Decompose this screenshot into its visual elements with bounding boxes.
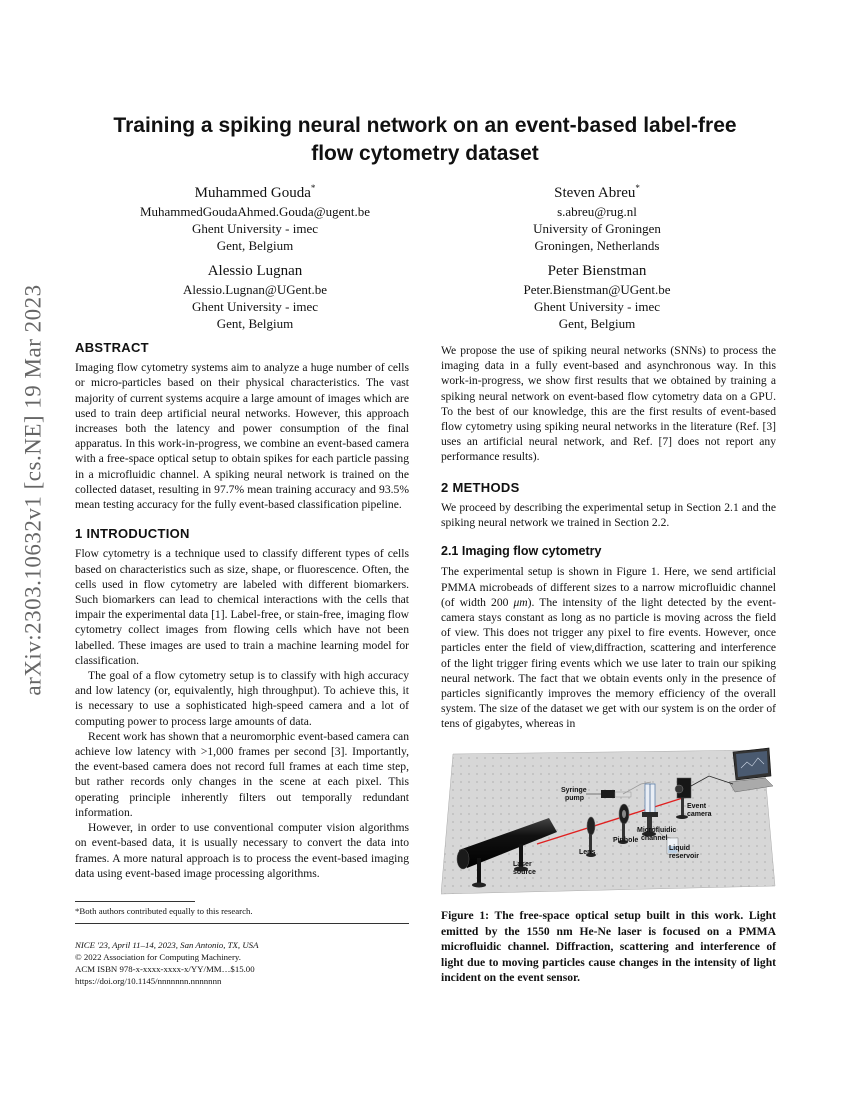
figure-caption: Figure 1: The free-space optical setup built in this work. Light emitted by the 1550 nm He-Ne laser is focused on a PMMA microfluidic channel. Diffraction, scattering and interference of light due to moving particles cause changes in the intensity of light incident on the event sensor.	[441, 909, 776, 984]
label-lens: Lens	[579, 849, 596, 856]
subsection-text-b: ). The intensity of the light detected by the event-camera stays constant as long as no particle is moving across the field of view. This does not trigger any pixel to fire events. However, once particles enter the field of view,diffraction, scattering and interference of the light trigger firing events which we use later to train our spiking neural network. The fact that we obtain events only in the presence of particles significantly improves the memory efficiency of the overall system. The size of the dataset we get with our system is on the order of tens of gigabytes, whereas in	[441, 595, 776, 731]
author-name: Peter Bienstman	[547, 263, 647, 279]
label-pinhole: Pinhole	[613, 837, 639, 844]
intro-paragraph-2: The goal of a flow cytometry setup is to classify with high accuracy and low latency (or, equivalently, high throughput). To achieve this, it is necessary to use a sophisticated high-speed camera and a lot of computing power to process large amounts of data.	[75, 669, 409, 728]
footnote-divider	[75, 923, 409, 924]
unit-micrometer: μm	[513, 595, 528, 609]
left-column	[75, 340, 409, 881]
label-laser-source: Laser source	[513, 861, 536, 876]
optical-setup-illustration	[441, 746, 776, 896]
footnote	[75, 905, 409, 917]
author-email: MuhammedGoudaAhmed.Gouda@ugent.be	[139, 204, 371, 219]
author-location: Gent, Belgium	[216, 238, 294, 253]
footnote-rule	[75, 901, 195, 902]
acm-info	[75, 939, 409, 987]
author-name: Steven Abreu	[554, 185, 636, 201]
paper-title	[60, 112, 790, 168]
author-affiliation: Ghent University - imec	[192, 299, 318, 314]
author-email: Peter.Bienstman@UGent.be	[523, 282, 671, 297]
subsection-text	[441, 564, 776, 731]
methods-heading: 2 METHODS	[441, 479, 520, 495]
author-location: Groningen, Netherlands	[534, 238, 660, 253]
doi-line: https://doi.org/10.1145/nnnnnnn.nnnnnnn	[75, 976, 222, 986]
subsection-text-a: The experimental setup is shown in Figure 1. Here, we send artificial PMMA microbeads of different sizes to a narrow microfluidic channel (of width 200	[441, 565, 776, 609]
author-affiliation: University of Groningen	[533, 221, 661, 236]
intro-paragraph-3: Recent work has shown that a neuromorphic event-based camera can achieve low latency with >1,000 frames per second [3]. Importantly, the event-based camera does not record full frames at each time step, but rather records only changes in the scene at each pixel. This operating principle inherently filters out temporally redundant information.	[75, 729, 409, 819]
subsection-heading: 2.1 Imaging flow cytometry	[441, 544, 602, 559]
arxiv-id: arXiv:2303.10632v1 [cs.NE] 19 Mar 2023	[21, 284, 46, 696]
author-name: Muhammed Gouda	[194, 185, 311, 201]
author-block-2	[447, 179, 747, 254]
title-line-1: Training a spiking neural network on an event-based label-free	[113, 114, 737, 137]
author-email: Alessio.Lugnan@UGent.be	[182, 282, 328, 297]
intro-paragraph-5: We propose the use of spiking neural networks (SNNs) to process the imaging data in a fully event-based and asynchronous way. In this work-in-progress, we show first results that we obtained by training a spiking neural network on event-based flow cytometry data on a GPU. To the best of our knowledge, this are the first results of event-based flow cytometry using spiking neural networks in the literature (Ref. [3] uses an artificial neural network, and Ref. [7] does not report any performance results).	[441, 344, 776, 464]
author-affiliation: Ghent University - imec	[534, 299, 660, 314]
author-email: s.abreu@rug.nl	[557, 204, 637, 219]
author-name: Alessio Lugnan	[207, 263, 303, 279]
introduction-heading: 1 INTRODUCTION	[75, 526, 190, 542]
intro-paragraph-1: Flow cytometry is a technique used to classify different types of cells based on characteristics such as size, shape, or fluorescence. Often, the cells used in flow cytometry are labeled with different biomarkers. Such biomarkers can lead to chemical interactions with the cells that impair the experimental data [1]. Label-free, or stain-free, imaging flow cytometry collect images from flowing cells which have not been labelled. These images are used to train a machine learning model for classification.	[75, 547, 409, 667]
author-mark: *	[635, 183, 640, 193]
conference-line: NICE '23, April 11–14, 2023, San Antonio, TX, USA	[75, 940, 259, 950]
author-location: Gent, Belgium	[558, 316, 636, 331]
laptop	[729, 748, 773, 792]
arxiv-sidebar	[4, 284, 64, 696]
abstract-text: Imaging flow cytometry systems aim to analyze a huge number of cells or micro-particles based on their physical characteristics. The vast majority of current systems acquire a large amount of images which are used to train deep artificial neural networks. However, this approach increases both the latency and power consumption of the final apparatus. In this work-in-progress, we combine an event-based camera with a free-space optical setup to obtain spikes for each particle passing in a microfluidic channel. A spiking neural network is trained on the collected dataset, resulting in 97.7% mean training accuracy and 93.5% mean testing accuracy for the fully event-based classification pipeline.	[75, 361, 409, 512]
abstract-heading: ABSTRACT	[75, 340, 149, 355]
figure-1	[441, 746, 776, 896]
methods-text: We proceed by describing the experimental setup in Section 2.1 and the spiking neural network we trained in Section 2.2.	[441, 500, 776, 530]
label-syringe-pump: Syringe pump	[561, 787, 587, 802]
copyright-line: © 2022 Association for Computing Machinery.	[75, 952, 241, 962]
author-affiliation: Ghent University - imec	[192, 221, 318, 236]
author-block-1	[105, 179, 405, 254]
title-line-2: flow cytometry dataset	[311, 142, 539, 165]
author-mark: *	[310, 183, 316, 193]
isbn-line: ACM ISBN 978-x-xxxx-xxxx-x/YY/MM…$15.00	[75, 964, 255, 974]
intro-paragraph-4: However, in order to use conventional computer vision algorithms on event-based data, it is usually necessary to convert the data into frames. A more natural approach is to process the event-based imaging data using event-based image processing algorithms.	[75, 821, 409, 880]
author-location: Gent, Belgium	[216, 316, 294, 331]
footnote-text: *Both authors contributed equally to this research.	[75, 906, 253, 916]
label-liquid-reservoir: Liquid reservoir	[669, 845, 699, 860]
right-column	[441, 343, 776, 732]
author-block-3	[105, 262, 405, 332]
author-block-4	[447, 262, 747, 332]
label-microfluidic-channel: Microfluidic channel	[637, 827, 677, 842]
label-event-camera: Event camera	[687, 803, 712, 818]
